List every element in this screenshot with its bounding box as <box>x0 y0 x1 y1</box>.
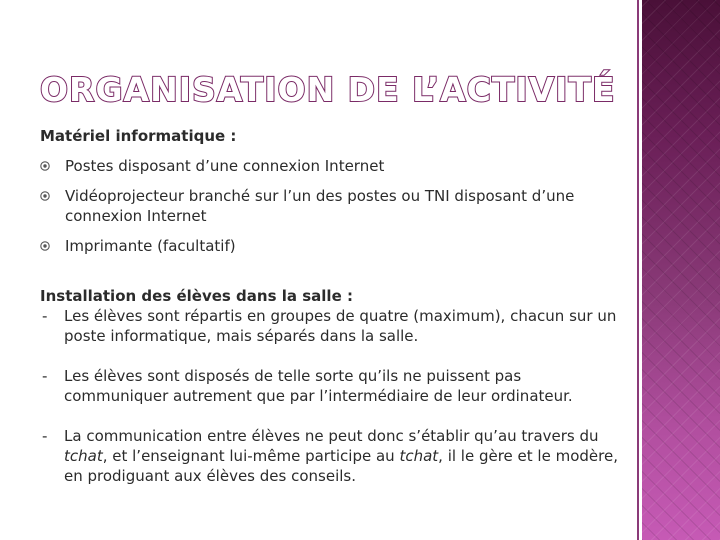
slide-title: ORGANISATION DE L’ACTIVITÉ <box>40 70 616 109</box>
installation-item <box>40 426 620 486</box>
accent-rule <box>637 0 639 540</box>
dash-marker: - <box>42 367 48 385</box>
dash-marker: - <box>42 307 48 325</box>
target-bullet-icon <box>40 191 50 201</box>
installation-heading: Installation des élèves dans la salle : <box>40 287 353 305</box>
decorative-side-band <box>642 0 720 540</box>
installation-section <box>40 286 620 486</box>
tchat-term: tchat <box>399 447 439 465</box>
list-item <box>40 186 620 226</box>
slide-body <box>40 126 620 486</box>
installation-item <box>40 306 620 346</box>
installation-item-text: Les élèves sont disposés de telle sorte qu’ils ne puissent pas communiquer autrement que par l’intermédiaire de leur ordinateur. <box>64 367 573 405</box>
installation-item <box>40 366 620 406</box>
materiel-list <box>40 156 620 256</box>
target-bullet-icon <box>40 161 50 171</box>
installation-item-text <box>64 427 618 485</box>
installation-item-text: Les élèves sont répartis en groupes de quatre (maximum), chacun sur un poste informatique, mais séparés dans la salle. <box>64 307 617 345</box>
list-item <box>40 156 620 176</box>
dash-marker: - <box>42 427 48 445</box>
tchat-term: tchat <box>64 447 103 465</box>
list-item-text: Vidéoprojecteur branché sur l’un des postes ou TNI disposant d’une connexion Internet <box>65 187 575 225</box>
text-segment: , et l’enseignant lui-même participe au <box>102 447 400 465</box>
list-item <box>40 236 620 256</box>
list-item-text: Postes disposant d’une connexion Internet <box>65 157 385 175</box>
target-bullet-icon <box>40 241 50 251</box>
materiel-heading: Matériel informatique : <box>40 127 237 145</box>
list-item-text: Imprimante (facultatif) <box>65 237 236 255</box>
text-segment: , il le gère et le modère, en prodiguant aux élèves des conseils. <box>64 447 618 485</box>
text-segment: La communication entre élèves ne peut donc s’établir qu’au travers du <box>64 427 599 445</box>
